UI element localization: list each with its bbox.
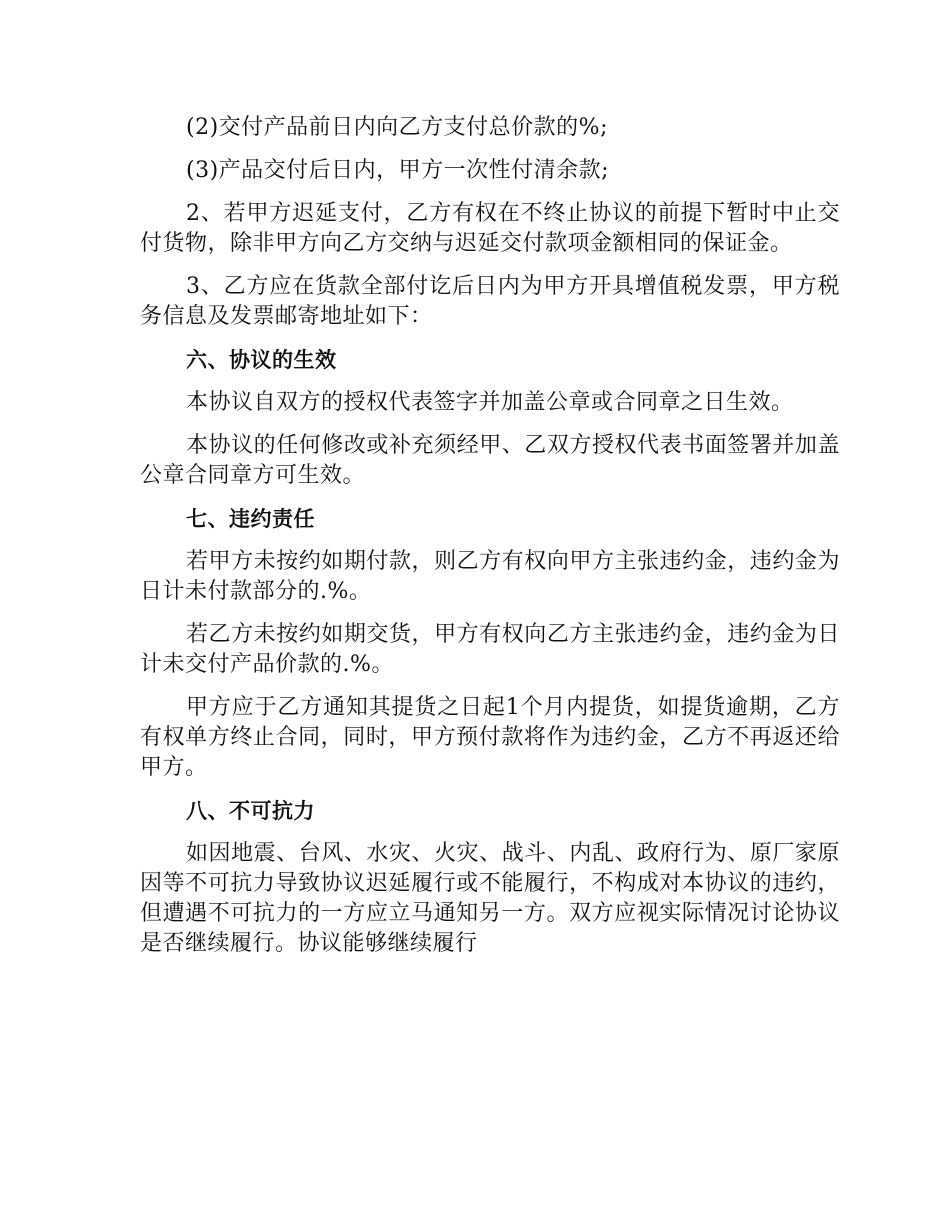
document-page bbox=[140, 113, 840, 972]
section-heading-liability: 七、违约责任 bbox=[186, 507, 315, 531]
section-heading-effectiveness: 六、协议的生效 bbox=[186, 348, 337, 372]
liability-clause-2: 若乙方未按约如期交货，甲方有权向乙方主张违约金，违约金为日计未交付产品价款的.%。 bbox=[140, 622, 840, 677]
invoice-clause: 3、乙方应在货款全部付讫后日内为甲方开具增值税发票，甲方税务信息及发票邮寄地址如下： bbox=[140, 274, 840, 329]
section-heading-force-majeure: 八、不可抗力 bbox=[186, 799, 315, 823]
effectiveness-clause-1: 本协议自双方的授权代表签字并加盖公章或合同章之日生效。 bbox=[186, 390, 794, 415]
payment-term-3: (3)产品交付后日内，甲方一次性付清余款; bbox=[186, 158, 610, 183]
late-payment-clause: 2、若甲方迟延支付，乙方有权在不终止协议的前提下暂时中止交付货物，除非甲方向乙方交纳与迟延交付款项金额相同的保证金。 bbox=[140, 201, 840, 256]
liability-clause-1: 若甲方未按约如期付款，则乙方有权向甲方主张违约金，违约金为日计未付款部分的.%。 bbox=[140, 549, 840, 604]
effectiveness-clause-2: 本协议的任何修改或补充须经甲、乙双方授权代表书面签署并加盖公章合同章方可生效。 bbox=[140, 433, 840, 488]
liability-clause-3: 甲方应于乙方通知其提货之日起1个月内提货，如提货逾期，乙方有权单方终止合同，同时，甲方预付款将作为违约金，乙方不再返还给甲方。 bbox=[140, 695, 840, 780]
force-majeure-clause: 如因地震、台风、水灾、火灾、战斗、内乱、政府行为、原厂家原因等不可抗力导致协议迟延履行或不能履行，不构成对本协议的违约，但遭遇不可抗力的一方应立马通知另一方。双方应视实际情况讨论协议是否继续履行。协议能够继续履行 bbox=[140, 841, 840, 956]
payment-term-2: (2)交付产品前日内向乙方支付总价款的%; bbox=[186, 115, 608, 140]
